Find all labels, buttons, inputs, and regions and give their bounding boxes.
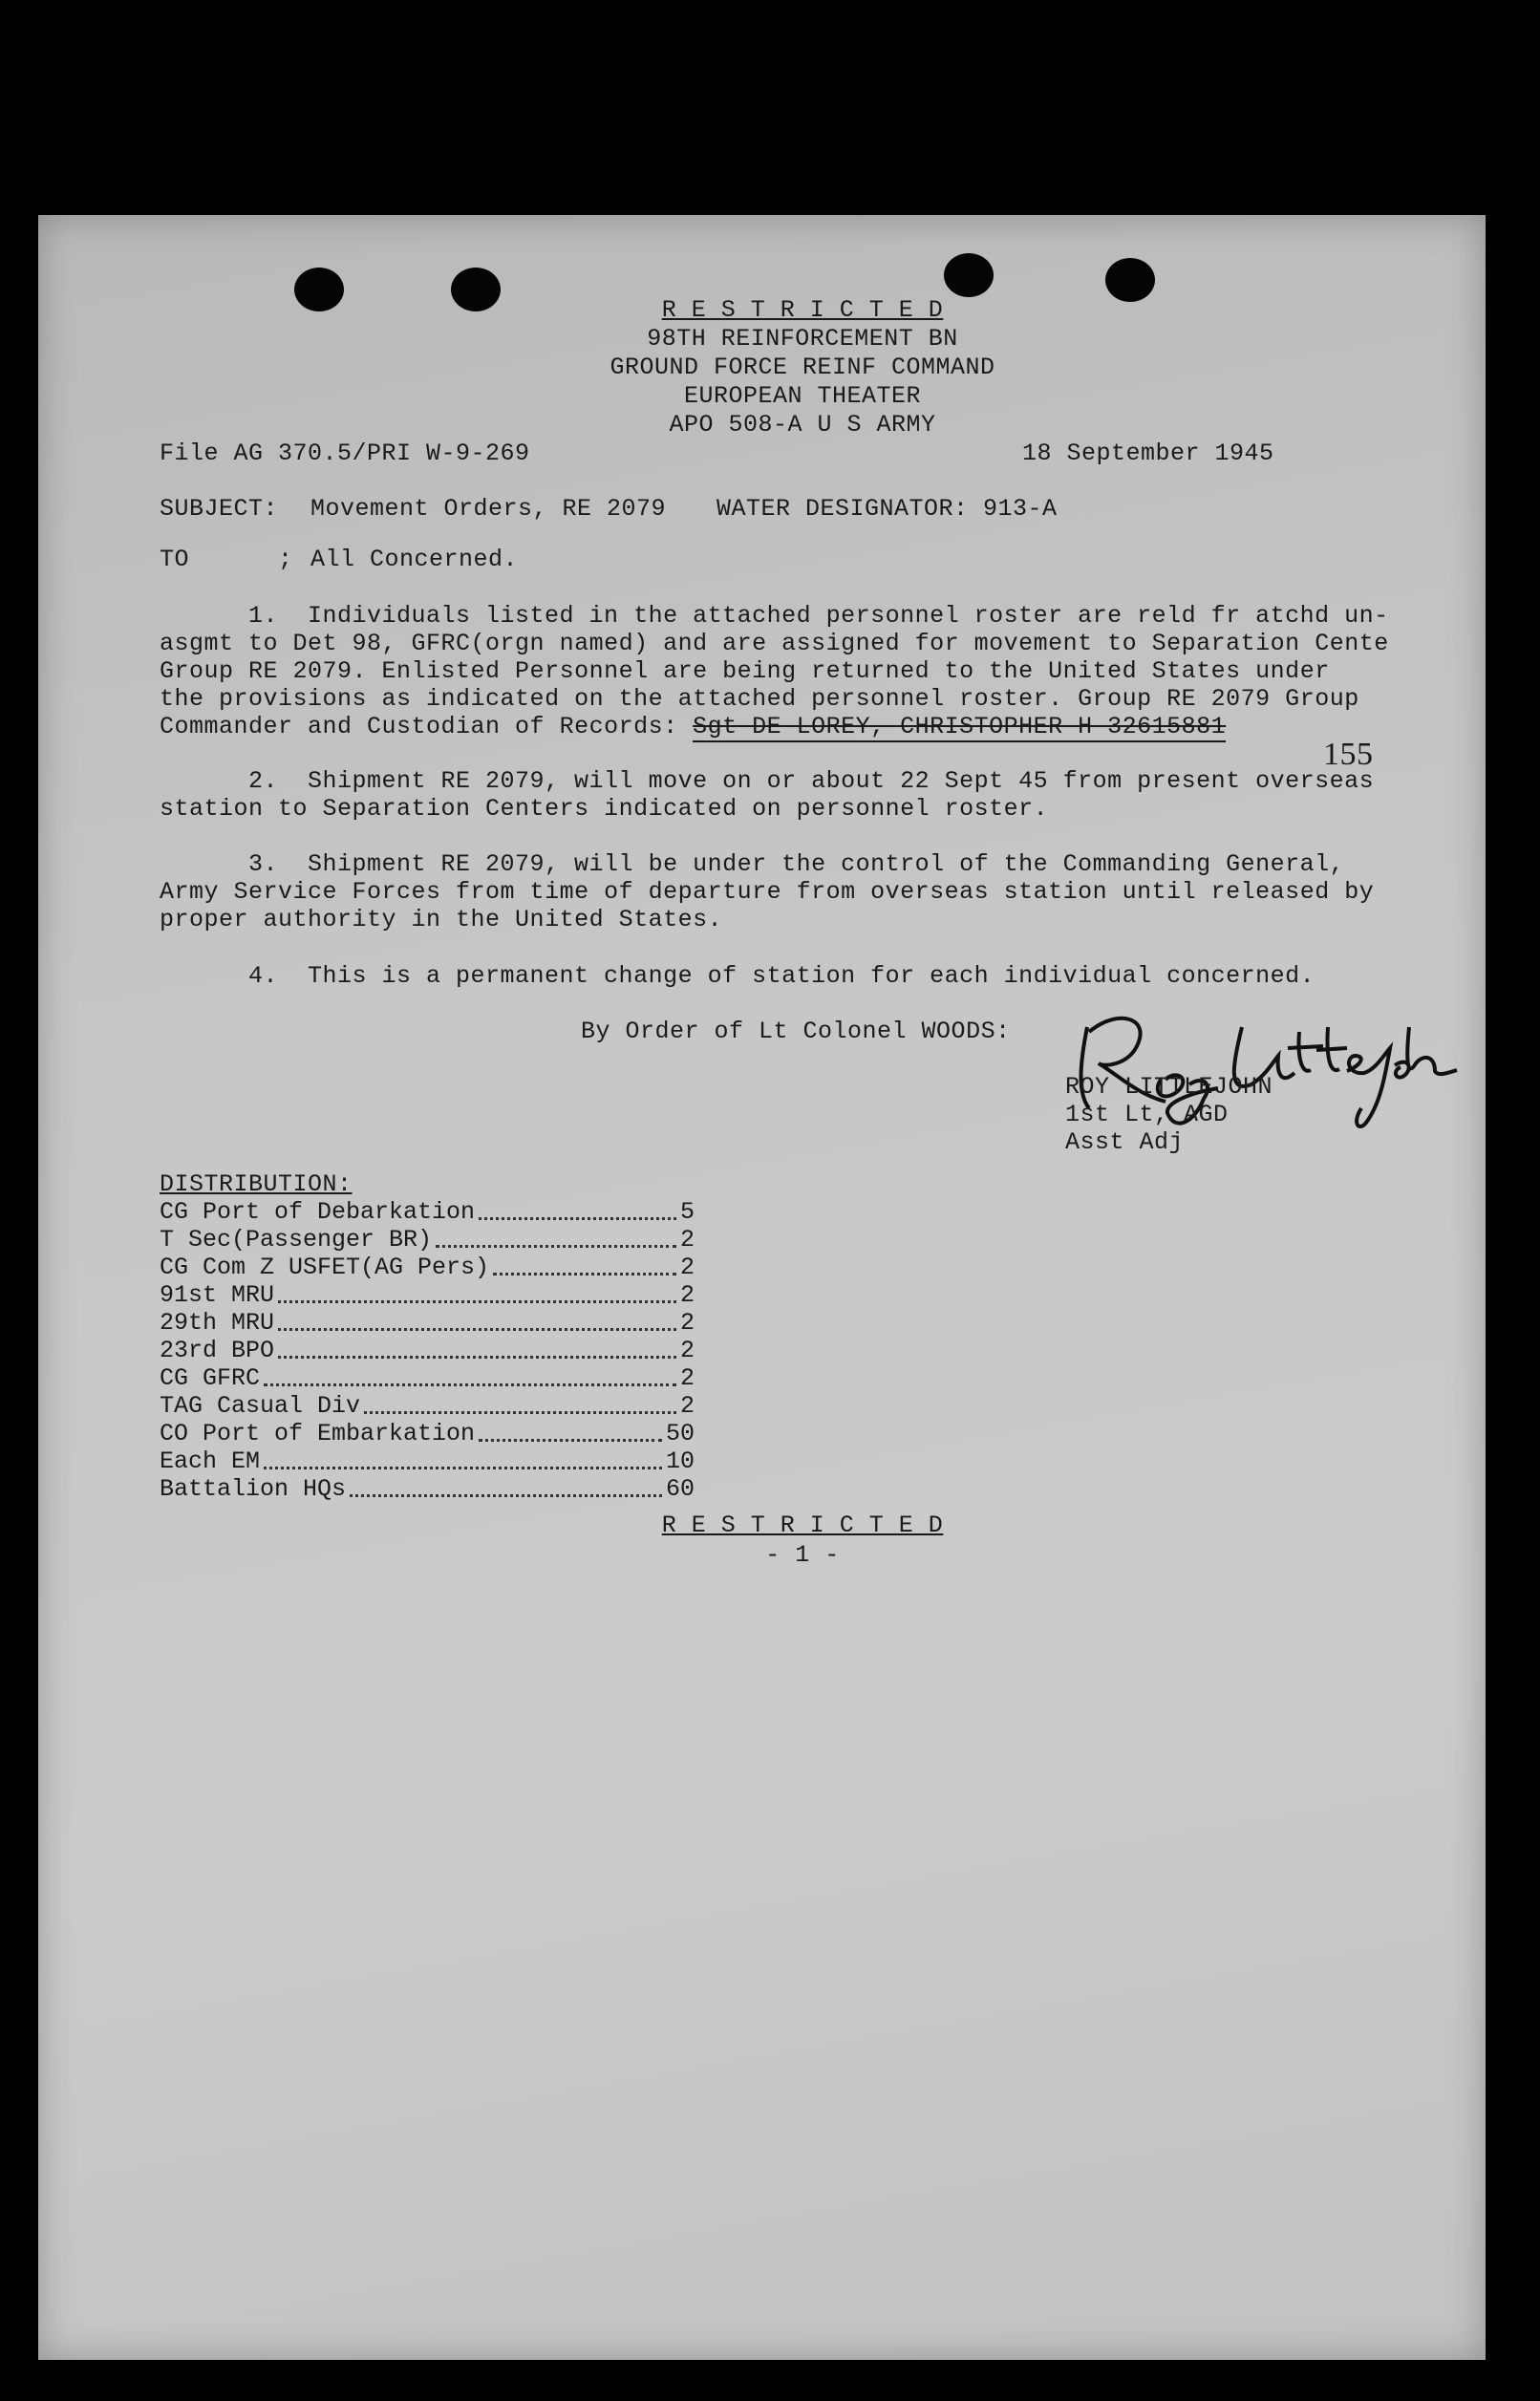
margin-number: 155 (1323, 737, 1374, 772)
distribution-count: 2 (679, 1309, 695, 1337)
dot-leader (364, 1409, 676, 1414)
distribution-recipient: CG Com Z USFET(AG Pers) (160, 1254, 490, 1281)
distribution-row (160, 1447, 695, 1475)
distribution-recipient: 91st MRU (160, 1281, 275, 1309)
distribution-row (160, 1364, 695, 1392)
punch-hole (294, 268, 344, 311)
dot-leader (350, 1492, 662, 1497)
page-number: - 1 - (765, 1541, 840, 1569)
custodian-struck-name: Sgt DE LOREY, CHRISTOPHER H 32615881 (693, 713, 1227, 740)
dot-leader (278, 1298, 676, 1303)
distribution-row (160, 1309, 695, 1337)
distribution-heading: DISTRIBUTION: (160, 1170, 353, 1198)
distribution-count: 2 (679, 1254, 695, 1281)
dot-leader (479, 1215, 676, 1220)
distribution-count: 10 (665, 1447, 695, 1475)
distribution-recipient: Each EM (160, 1447, 261, 1475)
distribution-row (160, 1475, 695, 1503)
distribution-recipient: Battalion HQs (160, 1475, 347, 1503)
paragraph-1-line-3: Group RE 2079. Enlisted Personnel are being returned to the United States under (160, 657, 1330, 685)
distribution-row (160, 1420, 695, 1447)
dot-leader (264, 1382, 676, 1386)
distribution-recipient: 29th MRU (160, 1309, 275, 1337)
dot-leader (479, 1437, 662, 1442)
distribution-recipient: T Sec(Passenger BR) (160, 1226, 433, 1254)
distribution-count: 5 (679, 1198, 695, 1226)
restricted-top: R E S T R I C T E D (661, 296, 944, 324)
dot-leader (493, 1271, 676, 1276)
distribution-recipient: 23rd BPO (160, 1337, 275, 1364)
signer-rank: 1st Lt, AGD (1065, 1101, 1229, 1128)
punch-hole (1105, 258, 1155, 302)
document-page (38, 215, 1486, 2360)
distribution-count: 2 (679, 1392, 695, 1420)
dot-leader (436, 1243, 676, 1248)
file-reference: File AG 370.5/PRI W-9-269 (160, 439, 530, 467)
distribution-row (160, 1226, 695, 1254)
paragraph-1-line-1: 1. Individuals listed in the attached personnel roster are reld fr atchd un- (248, 602, 1389, 630)
punch-hole (944, 253, 994, 297)
distribution-row (160, 1198, 695, 1226)
document-date: 18 September 1945 (1022, 439, 1274, 467)
paragraph-4: 4. This is a permanent change of station for each individual concerned. (248, 962, 1315, 990)
punch-hole (451, 268, 501, 311)
paragraph-2-line-2: station to Separation Centers indicated on personnel roster. (160, 795, 1049, 823)
to-label: TO ; (160, 546, 293, 573)
paragraph-3-line-1: 3. Shipment RE 2079, will be under the control of the Commanding General, (248, 850, 1345, 878)
distribution-row (160, 1281, 695, 1309)
to-text: All Concerned. (310, 546, 519, 573)
paragraph-1-line-4: the provisions as indicated on the attached personnel roster. Group RE 2079 Group (160, 685, 1359, 713)
subject-label: SUBJECT: (160, 495, 279, 523)
apo-line: APO 508-A U S ARMY (669, 411, 936, 439)
distribution-row (160, 1392, 695, 1420)
distribution-row (160, 1254, 695, 1281)
paragraph-1-line-5 (160, 713, 1226, 740)
distribution-recipient: TAG Casual Div (160, 1392, 361, 1420)
distribution-count: 2 (679, 1281, 695, 1309)
distribution-count: 2 (679, 1364, 695, 1392)
dot-leader (278, 1354, 676, 1359)
distribution-count: 50 (665, 1420, 695, 1447)
command-name: GROUND FORCE REINF COMMAND (610, 354, 995, 381)
unit-name: 98TH REINFORCEMENT BN (647, 325, 958, 353)
signer-name: ROY LITTLEJOHN (1065, 1073, 1273, 1101)
distribution-count: 60 (665, 1475, 695, 1503)
paragraph-3-line-3: proper authority in the United States. (160, 906, 723, 933)
signer-title: Asst Adj (1065, 1128, 1185, 1156)
distribution-recipient: CG GFRC (160, 1364, 261, 1392)
theater-name: EUROPEAN THEATER (683, 382, 922, 410)
dot-leader (264, 1465, 662, 1469)
distribution-row (160, 1337, 695, 1364)
water-designator: WATER DESIGNATOR: 913-A (717, 495, 1058, 523)
paragraph-2-line-1: 2. Shipment RE 2079, will move on or about 22 Sept 45 from present overseas (248, 767, 1375, 795)
paragraph-1-line-2: asgmt to Det 98, GFRC(orgn named) and are assigned for movement to Separation Cente (160, 630, 1389, 657)
distribution-recipient: CO Port of Embarkation (160, 1420, 476, 1447)
by-order-line: By Order of Lt Colonel WOODS: (581, 1018, 1011, 1045)
distribution-recipient: CG Port of Debarkation (160, 1198, 476, 1226)
custodian-label: Commander and Custodian of Records: (160, 713, 694, 740)
dot-leader (278, 1326, 676, 1331)
paragraph-3-line-2: Army Service Forces from time of departure from overseas station until released by (160, 878, 1375, 906)
distribution-count: 2 (679, 1226, 695, 1254)
distribution-count: 2 (679, 1337, 695, 1364)
subject-text: Movement Orders, RE 2079 (310, 495, 667, 523)
restricted-bottom: R E S T R I C T E D (661, 1511, 944, 1539)
